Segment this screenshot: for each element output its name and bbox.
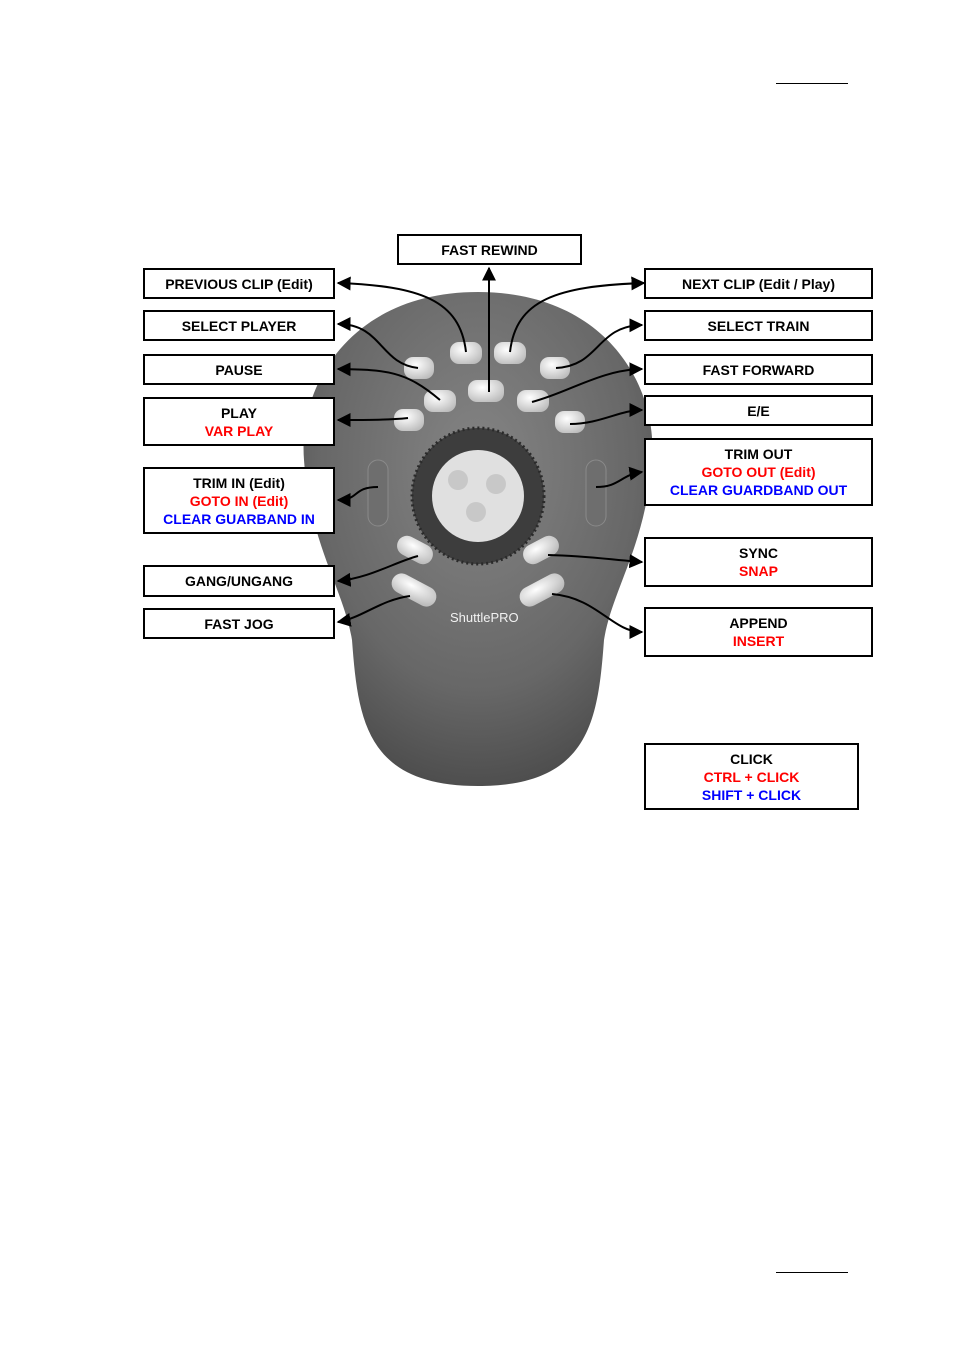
jog-dimple bbox=[486, 474, 506, 494]
label-next-clip bbox=[644, 268, 873, 299]
label-click: TRIM IN (Edit) bbox=[193, 474, 285, 491]
btn-select-player[interactable] bbox=[404, 357, 434, 379]
label-trim-in bbox=[143, 467, 335, 534]
label-text: FAST JOG bbox=[204, 615, 274, 632]
label-ee bbox=[644, 395, 873, 426]
label-ctrl: VAR PLAY bbox=[204, 422, 274, 439]
legend-click: CLICK bbox=[730, 750, 773, 767]
label-shift: CLEAR GUARBAND IN bbox=[163, 510, 315, 527]
legend-box bbox=[644, 743, 859, 810]
label-text: PAUSE bbox=[215, 361, 263, 378]
jog-dimple bbox=[466, 502, 486, 522]
label-text: NEXT CLIP (Edit / Play) bbox=[682, 275, 835, 292]
label-sync bbox=[644, 537, 873, 587]
label-trim-out bbox=[644, 438, 873, 506]
label-text: FAST REWIND bbox=[441, 241, 538, 258]
btn-ee[interactable] bbox=[555, 411, 585, 433]
btn-previous-clip[interactable] bbox=[450, 342, 482, 364]
label-text: PREVIOUS CLIP (Edit) bbox=[165, 275, 313, 292]
label-text: FAST FORWARD bbox=[702, 361, 815, 378]
btn-trim-in[interactable] bbox=[368, 460, 388, 526]
label-shift: CLEAR GUARDBAND OUT bbox=[669, 482, 848, 498]
jog-wheel bbox=[432, 450, 524, 542]
legend-shift: SHIFT + CLICK bbox=[701, 786, 802, 803]
btn-pause[interactable] bbox=[424, 390, 456, 412]
label-text: GANG/UNGANG bbox=[184, 573, 294, 589]
label-ctrl: GOTO OUT (Edit) bbox=[701, 464, 816, 480]
label-text: E/E bbox=[747, 402, 770, 419]
btn-play[interactable] bbox=[394, 409, 424, 431]
device-logo: ShuttlePRO bbox=[450, 610, 519, 625]
label-text: SELECT PLAYER bbox=[181, 317, 297, 334]
label-previous-clip bbox=[143, 268, 335, 299]
label-fast-jog bbox=[143, 608, 335, 639]
jog-dimple bbox=[448, 470, 468, 490]
label-select-train bbox=[644, 310, 873, 341]
label-select-player bbox=[143, 310, 335, 341]
label-fast-rewind bbox=[397, 234, 582, 265]
label-ctrl: SNAP bbox=[739, 563, 778, 579]
label-click: PLAY bbox=[220, 404, 258, 421]
label-gang bbox=[143, 565, 335, 597]
label-click: SYNC bbox=[739, 545, 778, 561]
label-click: APPEND bbox=[729, 615, 788, 631]
label-ctrl: INSERT bbox=[732, 633, 785, 649]
label-pause bbox=[143, 354, 335, 385]
label-append bbox=[644, 607, 873, 657]
btn-select-train[interactable] bbox=[540, 357, 570, 379]
label-fast-forward bbox=[644, 354, 873, 385]
label-click: TRIM OUT bbox=[724, 446, 793, 462]
btn-trim-out[interactable] bbox=[586, 460, 606, 526]
label-text: SELECT TRAIN bbox=[707, 317, 810, 334]
legend-ctrl: CTRL + CLICK bbox=[703, 768, 800, 785]
label-ctrl: GOTO IN (Edit) bbox=[189, 492, 289, 509]
btn-fast-rewind[interactable] bbox=[468, 380, 504, 402]
label-play bbox=[143, 397, 335, 446]
